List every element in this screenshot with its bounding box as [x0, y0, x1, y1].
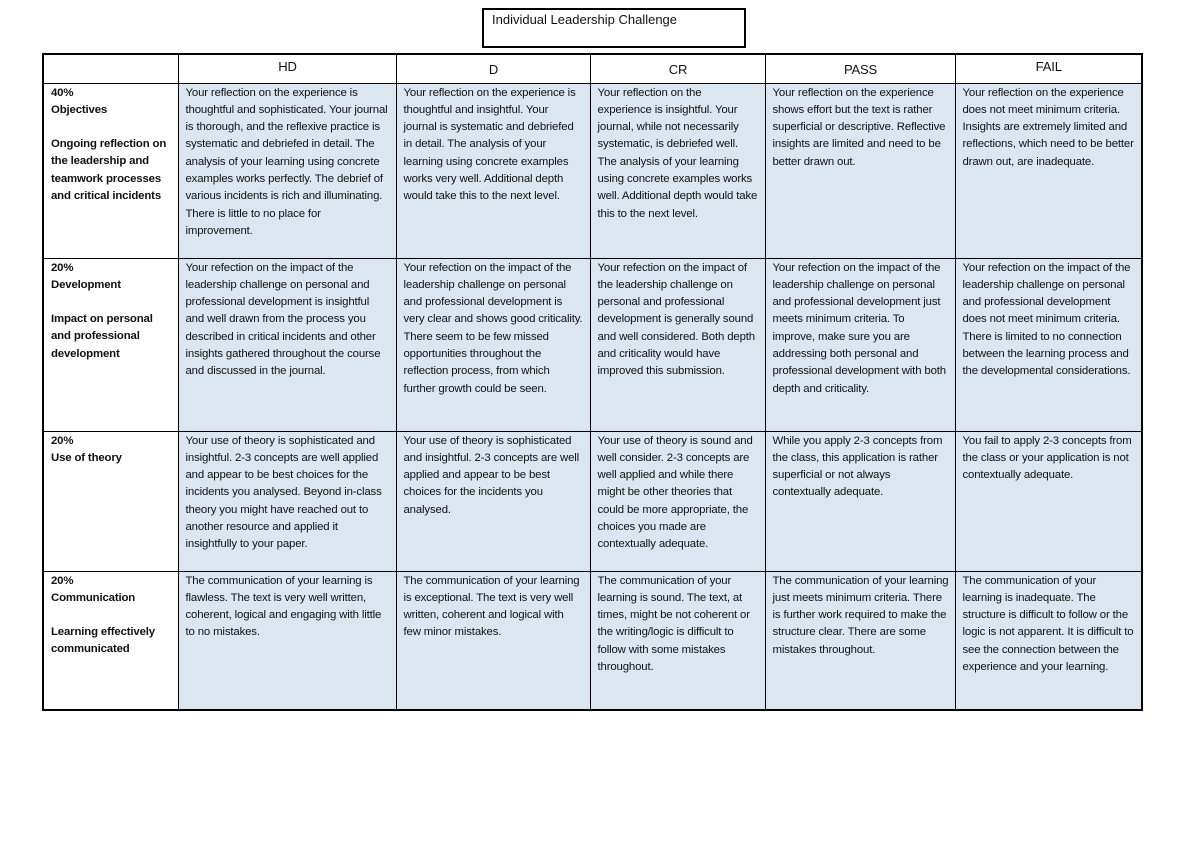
- criterion-cell-development: [43, 258, 178, 431]
- rubric-cell-fail: Your reflection on the experience does not meet minimum criteria. Insights are extremely limited and reflections, which need to be better drawn out, are inadequate.: [955, 83, 1142, 258]
- header-d: D: [396, 54, 590, 83]
- criterion-description: Impact on personal and professional development: [51, 313, 153, 360]
- rubric-cell-d: The communication of your learning is exceptional. The text is very well written, coherent and logical with few minor mistakes.: [396, 571, 590, 710]
- rubric-cell-hd: Your reflection on the experience is thoughtful and sophisticated. Your journal is thorough, and the reflexive practice is systematic and debriefed in detail. The analysis of your learning using concrete examples works perfectly. The debrief of various incidents is rich and illuminating. There is little to no place for improvement.: [178, 83, 396, 258]
- criterion-name: Objectives: [51, 103, 108, 116]
- header-pass: PASS: [765, 54, 955, 83]
- rubric-cell-d: Your refection on the impact of the leadership challenge on personal and professional development is very clear and shows good criticality. There seem to be few missed opportunities throughout the reflection process, from which further growth could be seen.: [396, 258, 590, 431]
- rubric-cell-hd: Your refection on the impact of the leadership challenge on personal and professional development is insightful and well drawn from the process you described in critical incidents and other insights gathered throughout the course and discussed in the journal.: [178, 258, 396, 431]
- table-row: [43, 571, 1142, 710]
- document-title: Individual Leadership Challenge: [482, 8, 746, 48]
- criterion-cell-use-of-theory: [43, 431, 178, 571]
- table-row: [43, 83, 1142, 258]
- rubric-cell-pass: While you apply 2-3 concepts from the class, this application is rather superficial or not always contextually adequate.: [765, 431, 955, 571]
- criterion-weight: 20%: [51, 574, 74, 587]
- rubric-cell-pass: The communication of your learning just meets minimum criteria. There is further work required to make the structure clear. There are some mistakes throughout.: [765, 571, 955, 710]
- rubric-cell-fail: Your refection on the impact of the leadership challenge on personal and professional development does not meet minimum criteria. There is limited to no connection between the learning process and the developmental considerations.: [955, 258, 1142, 431]
- rubric-cell-d: Your use of theory is sophisticated and insightful. 2-3 concepts are well applied and appear to be best choices for the incidents you analysed.: [396, 431, 590, 571]
- header-hd: HD: [178, 54, 396, 83]
- criterion-name: Communication: [51, 591, 136, 604]
- criterion-cell-objectives: [43, 83, 178, 258]
- rubric-cell-cr: Your use of theory is sound and well consider. 2-3 concepts are well applied and while there might be other theories that could be more appropriate, the choices you made are contextually adequate.: [590, 431, 765, 571]
- rubric-cell-hd: Your use of theory is sophisticated and insightful. 2-3 concepts are well applied and appear to be best choices for the incidents you analysed. Beyond in-class theory you might have reached out to another resource and applied it insightfully to your paper.: [178, 431, 396, 571]
- table-row: [43, 431, 1142, 571]
- rubric-cell-fail: The communication of your learning is inadequate. The structure is difficult to follow or the logic is not apparent. It is difficult to see the connection between the experience and your learning.: [955, 571, 1142, 710]
- header-row: [43, 54, 1142, 83]
- criterion-description: Ongoing reflection on the leadership and teamwork processes and critical incidents: [51, 138, 167, 202]
- criterion-name: Development: [51, 278, 121, 291]
- header-cr: CR: [590, 54, 765, 83]
- rubric-cell-cr: Your reflection on the experience is insightful. Your journal, while not necessarily systematic, is debriefed well. The analysis of your learning using concrete examples works well. Additional depth would take this to the next level.: [590, 83, 765, 258]
- header-criteria: [43, 54, 178, 83]
- rubric-cell-d: Your reflection on the experience is thoughtful and insightful. Your journal is systematic and debriefed in detail. The analysis of your learning using concrete examples works very well. Additional depth would take this to the next level.: [396, 83, 590, 258]
- criterion-weight: 20%: [51, 261, 74, 274]
- criterion-cell-communication: [43, 571, 178, 710]
- criterion-weight: 40%: [51, 86, 74, 99]
- rubric-cell-cr: The communication of your learning is sound. The text, at times, might be not coherent or the writing/logic is difficult to follow with some mistakes throughout.: [590, 571, 765, 710]
- criterion-weight: 20%: [51, 434, 74, 447]
- rubric-cell-fail: You fail to apply 2-3 concepts from the class or your application is not contextually adequate.: [955, 431, 1142, 571]
- table-row: [43, 258, 1142, 431]
- criterion-description: Learning effectively communicated: [51, 626, 155, 656]
- rubric-cell-pass: Your reflection on the experience shows effort but the text is rather superficial or descriptive. Reflective insights are limited and need to be better drawn out.: [765, 83, 955, 258]
- criterion-name: Use of theory: [51, 451, 122, 464]
- rubric-table: [42, 53, 1143, 711]
- rubric-cell-pass: Your refection on the impact of the leadership challenge on personal and professional development just meets minimum criteria. To improve, make sure you are addressing both personal and professional development with both depth and criticality.: [765, 258, 955, 431]
- rubric-cell-hd: The communication of your learning is flawless. The text is very well written, coherent, logical and engaging with little to no mistakes.: [178, 571, 396, 710]
- header-fail: FAIL: [955, 54, 1142, 83]
- rubric-cell-cr: Your refection on the impact of the leadership challenge on personal and professional development is generally sound and well considered. Both depth and criticality would have improved this submission.: [590, 258, 765, 431]
